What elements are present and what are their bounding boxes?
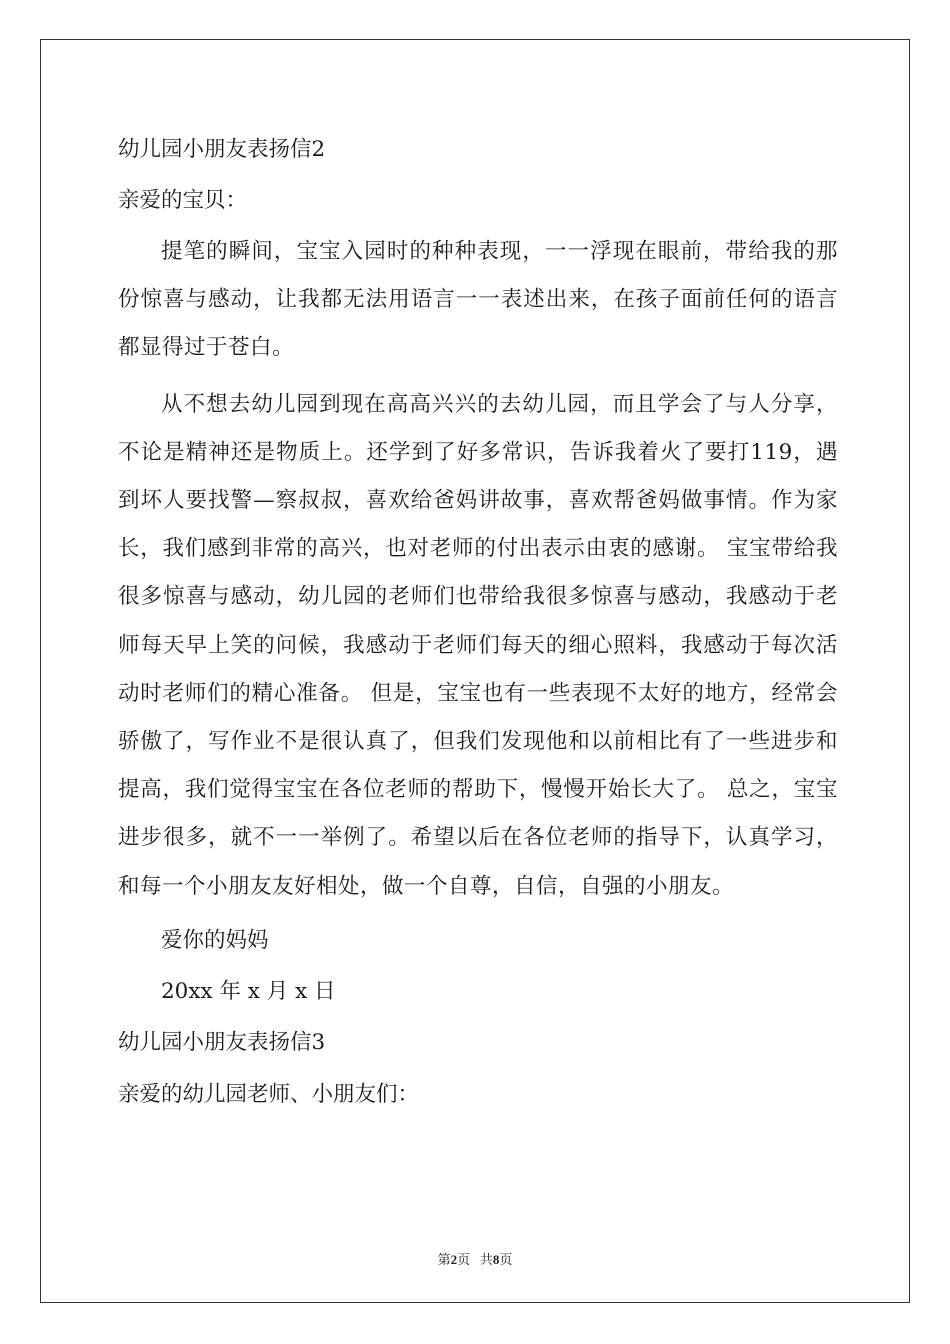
letter-title: 幼儿园小朋友表扬信2 [118,137,326,162]
total-pages-number: 8 [492,1252,500,1267]
paragraph: 从不想去幼儿园到现在高高兴兴的去幼儿园，而且学会了与人分享，不论是精神还是物质上。还学到了好多常识，告诉我着火了要打119，遇到坏人要找警—察叔叔，喜欢给爸妈讲故事，喜欢帮爸妈做事情。作为家长，我们感到非常的高兴，也对老师的付出表示由衷的感谢。 宝宝带给我很多惊喜与感动，幼儿园的老师们也带给我很多惊喜与感动，我感动于老师每天早上笑的问候，我感动于老师们每天的细心照料，我感动于每次活动时老师们的精心准备。 但是，宝宝也有一些表现不太好的地方，经常会骄傲了，写作业不是很认真了，但我们发现他和以前相比有了一些进步和提高，我们觉得宝宝在各位老师的帮助下，慢慢开始长大了。 总之，宝宝进步很多，就不一一举例了。希望以后在各位老师的指导下，认真学习，和每一个小朋友友好相处，做一个自尊，自信，自强的小朋友。 [118,391,838,899]
document-body [118,128,838,1116]
page-footer [0,1249,950,1268]
letter-greeting: 亲爱的宝贝： [118,188,248,213]
letter-greeting-next: 亲爱的幼儿园老师、小朋友们： [118,1081,420,1107]
letter-date: 20xx 年 x 月 x 日 [161,978,336,1004]
footer-mid: 页 共 [457,1252,493,1267]
current-page-number: 2 [450,1252,458,1267]
letter-title-next: 幼儿园小朋友表扬信3 [118,1029,326,1055]
signature: 爱你的妈妈 [161,927,269,953]
paragraph: 提笔的瞬间，宝宝入园时的种种表现，一一浮现在眼前，带给我的那份惊喜与感动，让我都无法用语言一一表述出来，在孩子面前任何的语言都显得过于苍白。 [118,239,838,361]
footer-suffix: 页 [499,1252,513,1267]
footer-prefix: 第 [437,1252,451,1267]
